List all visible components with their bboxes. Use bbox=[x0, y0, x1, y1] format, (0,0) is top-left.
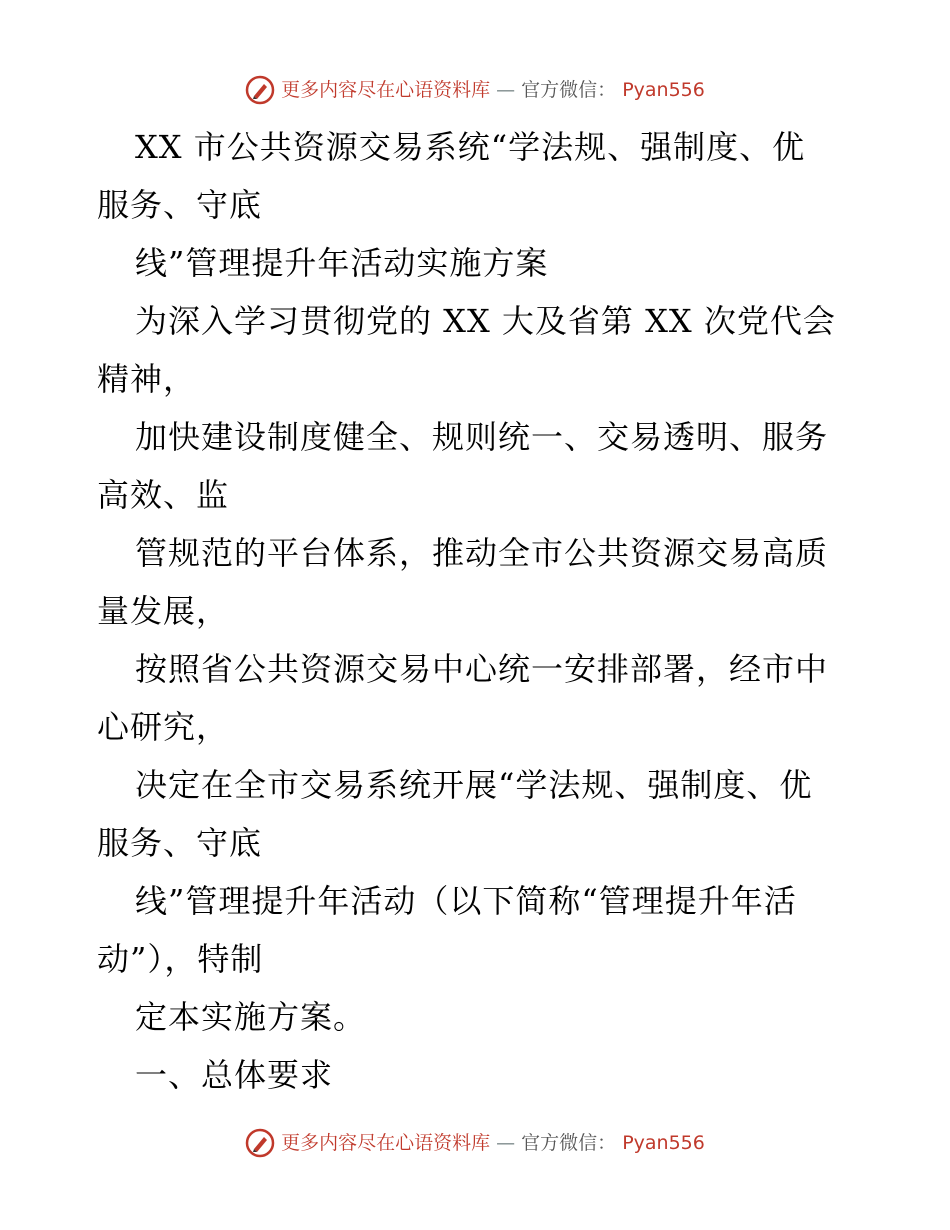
paragraph-line: 精神， bbox=[97, 360, 197, 398]
watermark-official-label: 官方微信： bbox=[521, 79, 617, 101]
watermark-main-text: 更多内容尽在心语资料库 bbox=[281, 79, 491, 101]
document-body bbox=[97, 118, 857, 1104]
paragraph-line: 线”管理提升年活动（以下简称“管理提升年活 bbox=[135, 882, 797, 920]
watermark-footer bbox=[0, 1128, 950, 1158]
paragraph-line: 为深入学习贯彻党的 XX 大及省第 XX 次党代会 bbox=[135, 302, 836, 340]
paragraph-line: 心研究， bbox=[97, 708, 230, 746]
watermark-main-text: 更多内容尽在心语资料库 bbox=[281, 1132, 491, 1154]
watermark-wechat-id: Pyan556 bbox=[622, 1132, 705, 1154]
watermark-header bbox=[0, 75, 950, 105]
title-line-3: 线”管理提升年活动实施方案 bbox=[135, 244, 549, 282]
watermark-wechat-id: Pyan556 bbox=[622, 79, 705, 101]
pen-logo-icon bbox=[245, 1128, 275, 1158]
section-heading: 一、总体要求 bbox=[135, 1056, 334, 1094]
paragraph-line: 决定在全市交易系统开展“学法规、强制度、优 bbox=[135, 766, 813, 804]
paragraph-line: 定本实施方案。 bbox=[135, 998, 367, 1036]
paragraph-line: 加快建设制度健全、规则统一、交易透明、服务 bbox=[135, 418, 829, 456]
paragraph-line: 量发展， bbox=[97, 592, 230, 630]
pen-logo-icon bbox=[245, 75, 275, 105]
paragraph-line: 动”），特制 bbox=[97, 940, 264, 978]
title-line-2: 服务、守底 bbox=[97, 186, 263, 224]
paragraph-line: 服务、守底 bbox=[97, 824, 263, 862]
paragraph-line: 高效、监 bbox=[97, 476, 230, 514]
title-line-1: XX 市公共资源交易系统“学法规、强制度、优 bbox=[135, 128, 806, 166]
paragraph-line: 按照省公共资源交易中心统一安排部署，经市中 bbox=[135, 650, 829, 688]
watermark-separator: — bbox=[496, 79, 516, 101]
paragraph-line: 管规范的平台体系，推动全市公共资源交易高质 bbox=[135, 534, 829, 572]
watermark-separator: — bbox=[496, 1132, 516, 1154]
watermark-official-label: 官方微信： bbox=[521, 1132, 617, 1154]
